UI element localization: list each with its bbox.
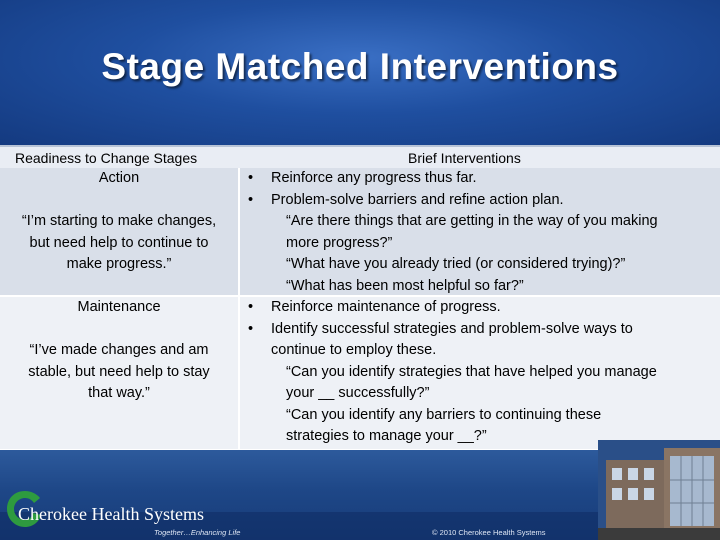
- maintenance-intervention-list: [248, 297, 657, 448]
- stage-quote-line: that way.”: [88, 385, 150, 401]
- list-item: • Reinforce maintenance of progress.: [248, 297, 657, 319]
- bullet-icon: •: [248, 299, 254, 315]
- list-item: • Identify successful strategies and problem-solve ways to: [248, 319, 657, 341]
- question-line: “What has been most helpful so far?”: [286, 277, 524, 294]
- question-line: more progress?”: [286, 234, 393, 251]
- question-line: “What have you already tried (or considered trying)?”: [286, 256, 626, 272]
- list-item: • Problem-solve barriers and refine action plan.: [248, 190, 658, 212]
- slide-title: Stage Matched Interventions: [101, 46, 619, 87]
- header-cell-left: [0, 145, 240, 170]
- question-line: “Can you identify strategies that have helped you manage: [286, 363, 657, 380]
- building-photo-icon: [598, 440, 720, 540]
- question-line: strategies to manage your __?”: [286, 428, 487, 444]
- question-line: “Are there things that are getting in the way of you making: [286, 213, 658, 229]
- bullet-icon: •: [248, 320, 254, 337]
- tagline: Together…Enhancing Life: [154, 528, 241, 537]
- stage-quote-line: but need help to continue to: [29, 234, 209, 251]
- action-intervention-list: [248, 168, 658, 297]
- spacer: [0, 190, 238, 212]
- stage-name-maintenance: Maintenance: [77, 299, 161, 315]
- bullet-icon: •: [248, 191, 254, 208]
- spacer: [0, 319, 238, 341]
- list-item: • Reinforce any progress thus far.: [248, 168, 658, 190]
- stage-name-action: Action: [98, 170, 140, 186]
- header-cell-right: [240, 145, 720, 170]
- header-interventions: Brief Interventions: [408, 150, 521, 166]
- list-item-continuation: continue to employ these.: [271, 342, 437, 358]
- stage-quote-line: “I’ve made changes and am: [29, 342, 209, 358]
- stage-quote-line: make progress.”: [66, 256, 172, 272]
- stage-quote-line: “I’m starting to make changes,: [21, 213, 217, 229]
- bullet-icon: •: [248, 170, 254, 186]
- copyright: © 2010 Cherokee Health Systems: [432, 528, 546, 537]
- header-stages: Readiness to Change Stages: [15, 150, 198, 166]
- action-stage-text: [0, 168, 238, 276]
- brand-name: Cherokee Health Systems: [18, 504, 204, 524]
- stage-quote-line: stable, but need help to stay: [28, 363, 210, 380]
- question-line: your __ successfully?”: [286, 385, 430, 401]
- question-line: “Can you identify any barriers to continuing these: [286, 406, 602, 423]
- maintenance-stage-text: [0, 297, 238, 405]
